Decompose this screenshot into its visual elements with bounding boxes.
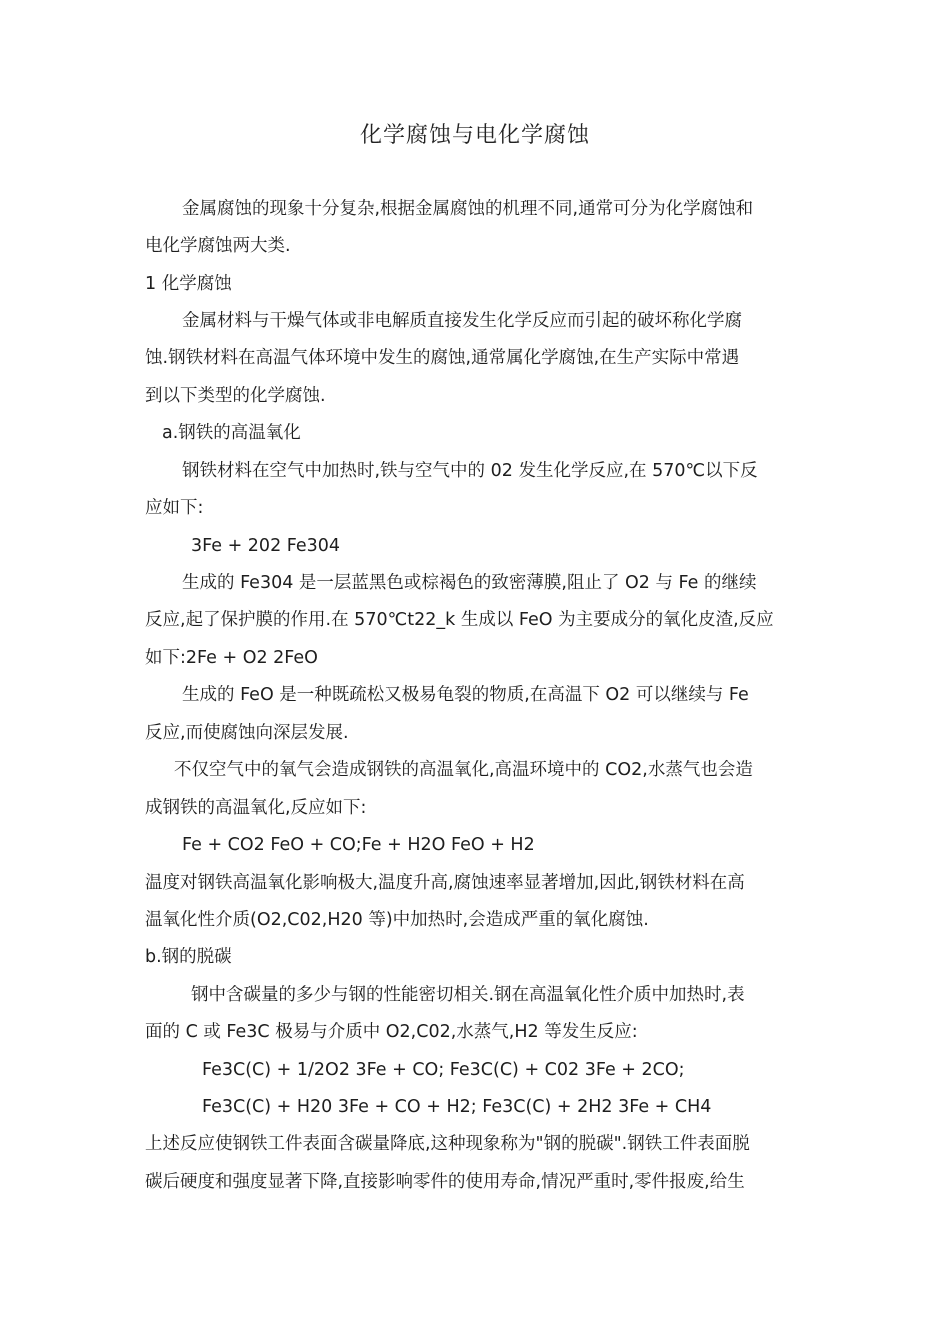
paragraph-line: 如下:2Fe + O2 2FeO — [145, 648, 318, 668]
paragraph-line: 反应,而使腐蚀向深层发展. — [145, 723, 349, 743]
paragraph-line: 不仅空气中的氧气会造成钢铁的高温氧化,高温环境中的 CO2,水蒸气也会造 — [174, 760, 753, 780]
paragraph-line: 电化学腐蚀两大类. — [145, 236, 291, 256]
paragraph-line: 应如下: — [145, 498, 204, 518]
equation-line: 3Fe + 202 Fe304 — [191, 536, 341, 556]
equation-line: Fe + CO2 FeO + CO;Fe + H2O FeO + H2 — [182, 835, 535, 855]
equation-line: Fe3C(C) + H20 3Fe + CO + H2; Fe3C(C) + 2H2 3Fe + CH4 — [202, 1097, 712, 1117]
paragraph-line: 金属材料与干燥气体或非电解质直接发生化学反应而引起的破坏称化学腐 — [182, 311, 742, 331]
paragraph-line: 面的 C 或 Fe3C 极易与介质中 O2,C02,水蒸气,H2 等发生反应: — [145, 1022, 638, 1042]
paragraph-line: 金属腐蚀的现象十分复杂,根据金属腐蚀的机理不同,通常可分为化学腐蚀和 — [182, 199, 754, 219]
paragraph-line: 上述反应使钢铁工件表面含碳量降底,这种现象称为"钢的脱碳".钢铁工件表面脱 — [145, 1134, 750, 1154]
subsection-heading: a.钢铁的高温氧化 — [162, 423, 301, 443]
document-title: 化学腐蚀与电化学腐蚀 — [359, 123, 590, 148]
paragraph-line: 温氧化性介质(O2,C02,H20 等)中加热时,会造成严重的氧化腐蚀. — [145, 910, 649, 930]
paragraph-line: 钢铁材料在空气中加热时,铁与空气中的 02 发生化学反应,在 570℃以下反 — [182, 461, 758, 481]
paragraph-line: 碳后硬度和强度显著下降,直接影响零件的使用寿命,情况严重时,零件报废,给生 — [145, 1172, 745, 1192]
paragraph-line: 成钢铁的高温氧化,反应如下: — [145, 798, 367, 818]
paragraph-line: 钢中含碳量的多少与钢的性能密切相关.钢在高温氧化性介质中加热时,表 — [191, 985, 745, 1005]
equation-line: Fe3C(C) + 1/2O2 3Fe + CO; Fe3C(C) + C02 3Fe + 2CO; — [202, 1060, 685, 1080]
paragraph-line: 生成的 Fe304 是一层蓝黑色或棕褐色的致密薄膜,阻止了 O2 与 Fe 的继续 — [182, 573, 757, 593]
paragraph-line: 温度对钢铁高温氧化影响极大,温度升高,腐蚀速率显著增加,因此,钢铁材料在高 — [145, 873, 745, 893]
paragraph-line: 反应,起了保护膜的作用.在 570℃t22_k 生成以 FeO 为主要成分的氧化皮渣,反应 — [145, 610, 774, 630]
paragraph-line: 到以下类型的化学腐蚀. — [145, 386, 326, 406]
paragraph-line: 生成的 FeO 是一种既疏松又极易龟裂的物质,在高温下 O2 可以继续与 Fe — [182, 685, 749, 705]
section-heading: 1 化学腐蚀 — [145, 274, 232, 294]
paragraph-line: 蚀.钢铁材料在高温气体环境中发生的腐蚀,通常属化学腐蚀,在生产实际中常遇 — [145, 348, 740, 368]
subsection-heading: b.钢的脱碳 — [145, 947, 232, 967]
